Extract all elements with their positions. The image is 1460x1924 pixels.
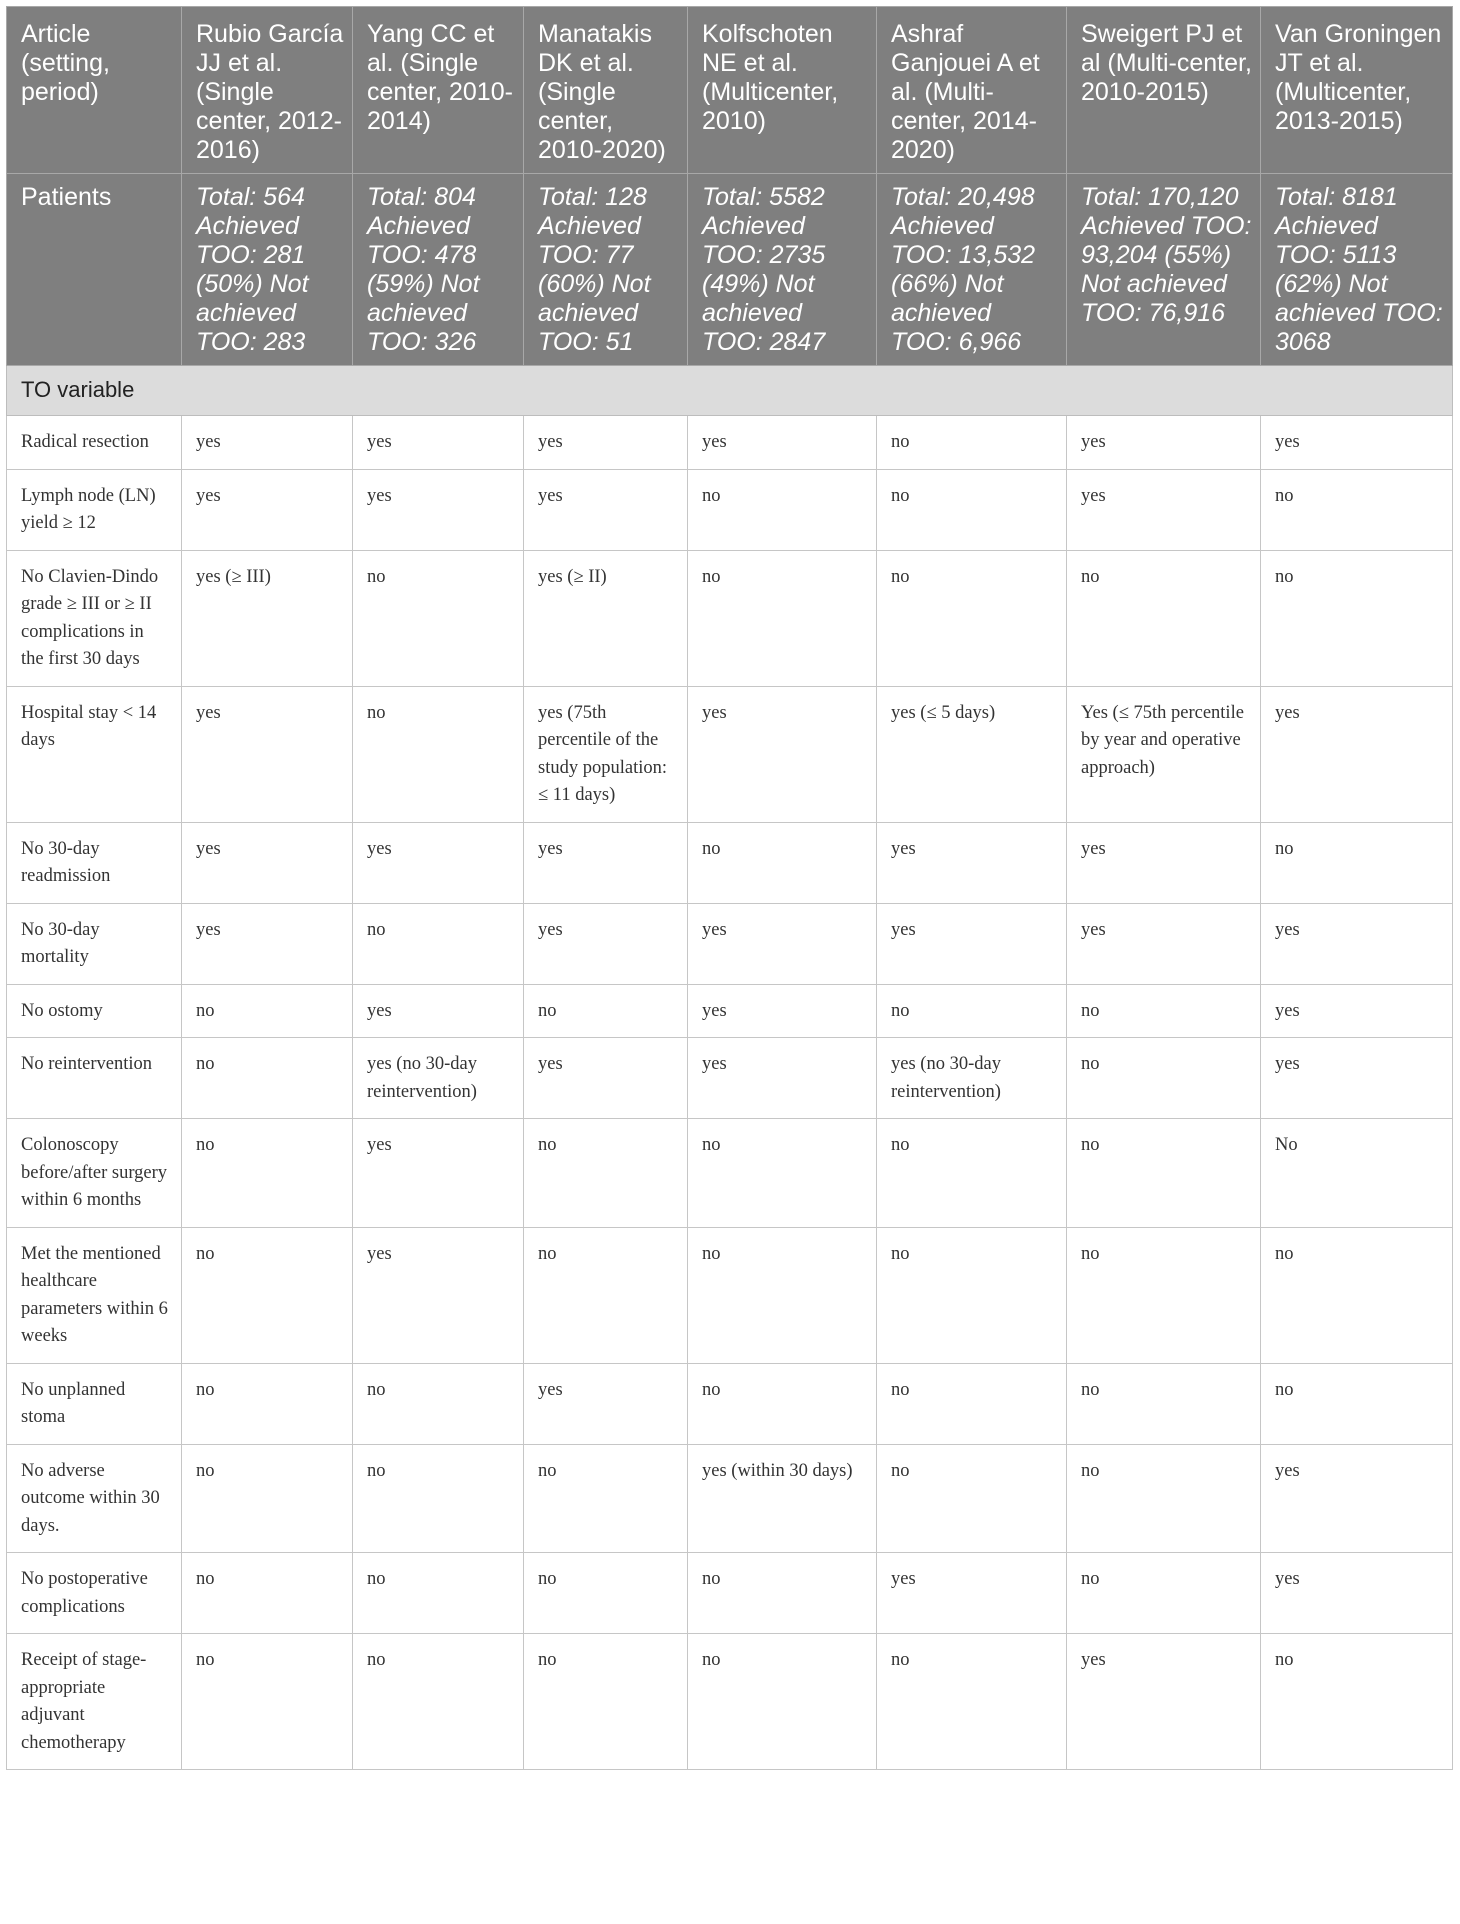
table-cell: yes <box>1261 686 1453 822</box>
table-cell: yes <box>1067 416 1261 470</box>
table-cell: yes <box>524 469 688 550</box>
too-comparison-table <box>6 6 1453 1770</box>
table-cell: no <box>353 686 524 822</box>
table-cell: yes <box>353 416 524 470</box>
table-cell: yes <box>524 822 688 903</box>
table-row <box>7 903 1453 984</box>
table-cell: no <box>182 1038 353 1119</box>
row-label: No 30-day mortality <box>7 903 182 984</box>
table-cell: no <box>353 1444 524 1553</box>
row-label: No reintervention <box>7 1038 182 1119</box>
table-cell: yes (≥ III) <box>182 550 353 686</box>
table-cell: no <box>1261 822 1453 903</box>
table-cell: yes <box>524 416 688 470</box>
column-header-study: Van Groningen JT et al. (Multicenter, 2013-2015) <box>1261 7 1453 174</box>
table-cell: no <box>1067 1038 1261 1119</box>
patients-cell: Total: 564 Achieved TOO: 281 (50%) Not achieved TOO: 283 <box>182 174 353 366</box>
table-cell: no <box>524 984 688 1038</box>
table-cell: yes <box>688 903 877 984</box>
column-header-study: Rubio García JJ et al. (Single center, 2012-2016) <box>182 7 353 174</box>
row-label: No Clavien-Dindo grade ≥ III or ≥ II complications in the first 30 days <box>7 550 182 686</box>
table-cell: yes <box>524 1363 688 1444</box>
patients-row <box>7 174 1453 366</box>
table-cell: no <box>182 1119 353 1228</box>
table-cell: no <box>877 1634 1067 1770</box>
table-cell: yes <box>1067 903 1261 984</box>
table-cell: no <box>1261 1634 1453 1770</box>
table-row <box>7 822 1453 903</box>
table-row <box>7 1444 1453 1553</box>
table-row <box>7 984 1453 1038</box>
patients-cell: Total: 8181 Achieved TOO: 5113 (62%) Not achieved TOO: 3068 <box>1261 174 1453 366</box>
table-cell: no <box>1067 1444 1261 1553</box>
table-cell: no <box>353 1363 524 1444</box>
table-row <box>7 1634 1453 1770</box>
section-header-row <box>7 366 1453 416</box>
table-row <box>7 1363 1453 1444</box>
table-cell: no <box>1067 1227 1261 1363</box>
table-row <box>7 469 1453 550</box>
table-cell: no <box>877 1227 1067 1363</box>
column-header-study: Yang CC et al. (Single center, 2010-2014) <box>353 7 524 174</box>
table-cell: no <box>1067 1553 1261 1634</box>
table-cell: no <box>688 1363 877 1444</box>
table-row <box>7 1227 1453 1363</box>
table-cell: yes <box>182 686 353 822</box>
table-cell: no <box>1067 984 1261 1038</box>
table-cell: yes <box>1261 1038 1453 1119</box>
table-cell: yes <box>688 686 877 822</box>
table-cell: yes (75th percentile of the study population: ≤ 11 days) <box>524 686 688 822</box>
table-cell: no <box>688 1553 877 1634</box>
table-cell: no <box>1067 1119 1261 1228</box>
patients-cell: Total: 20,498 Achieved TOO: 13,532 (66%) Not achieved TOO: 6,966 <box>877 174 1067 366</box>
table-cell: yes <box>353 469 524 550</box>
table-cell: no <box>182 1363 353 1444</box>
column-header-study: Kolfschoten NE et al. (Multicenter, 2010) <box>688 7 877 174</box>
table-cell: yes <box>353 984 524 1038</box>
table-row <box>7 1119 1453 1228</box>
column-header-row <box>7 7 1453 174</box>
table-cell: no <box>524 1634 688 1770</box>
table-cell: yes <box>1261 416 1453 470</box>
patients-cell: Total: 170,120 Achieved TOO: 93,204 (55%) Not achieved TOO: 76,916 <box>1067 174 1261 366</box>
table-cell: no <box>524 1444 688 1553</box>
table-cell: yes (within 30 days) <box>688 1444 877 1553</box>
table-cell: yes <box>353 822 524 903</box>
table-row <box>7 686 1453 822</box>
row-label: Radical resection <box>7 416 182 470</box>
table-cell: yes <box>182 469 353 550</box>
table-cell: no <box>877 984 1067 1038</box>
table-cell: yes <box>1261 1553 1453 1634</box>
row-label: Colonoscopy before/after surgery within 6 months <box>7 1119 182 1228</box>
patients-cell: Total: 5582 Achieved TOO: 2735 (49%) Not achieved TOO: 2847 <box>688 174 877 366</box>
table-cell: no <box>688 822 877 903</box>
table-cell: yes <box>1261 1444 1453 1553</box>
table-row <box>7 1038 1453 1119</box>
table-cell: no <box>1261 469 1453 550</box>
column-header-article: Article (setting, period) <box>7 7 182 174</box>
section-label: TO variable <box>7 366 1453 416</box>
table-cell: no <box>1261 1363 1453 1444</box>
table-cell: no <box>877 1119 1067 1228</box>
row-label: No ostomy <box>7 984 182 1038</box>
table-cell: no <box>182 1444 353 1553</box>
table-cell: no <box>1261 1227 1453 1363</box>
row-label: Receipt of stage-appropriate adjuvant chemotherapy <box>7 1634 182 1770</box>
row-label: No 30-day readmission <box>7 822 182 903</box>
table-cell: yes <box>524 903 688 984</box>
table-cell: no <box>688 469 877 550</box>
table-cell: yes <box>688 984 877 1038</box>
table-cell: yes <box>182 416 353 470</box>
table-cell: yes <box>353 1119 524 1228</box>
table-cell: no <box>688 1634 877 1770</box>
column-header-study: Manatakis DK et al. (Single center, 2010-2020) <box>524 7 688 174</box>
patients-label: Patients <box>7 174 182 366</box>
table-cell: no <box>1067 550 1261 686</box>
row-label: No adverse outcome within 30 days. <box>7 1444 182 1553</box>
row-label: Met the mentioned healthcare parameters within 6 weeks <box>7 1227 182 1363</box>
table-cell: yes (no 30-day reintervention) <box>877 1038 1067 1119</box>
table-cell: no <box>182 1227 353 1363</box>
table-cell: no <box>524 1553 688 1634</box>
table-cell: yes <box>1261 903 1453 984</box>
patients-cell: Total: 128 Achieved TOO: 77 (60%) Not achieved TOO: 51 <box>524 174 688 366</box>
table-row <box>7 416 1453 470</box>
table-cell: yes (≤ 5 days) <box>877 686 1067 822</box>
table-cell: no <box>524 1227 688 1363</box>
table-cell: no <box>353 1634 524 1770</box>
table-header <box>7 7 1453 174</box>
row-label: No unplanned stoma <box>7 1363 182 1444</box>
table-cell: yes <box>1261 984 1453 1038</box>
column-header-study: Ashraf Ganjouei A et al. (Multi-center, 2014-2020) <box>877 7 1067 174</box>
table-cell: yes <box>182 903 353 984</box>
table-cell: no <box>877 416 1067 470</box>
table-cell: yes <box>877 903 1067 984</box>
table-cell: no <box>688 1119 877 1228</box>
table-cell: no <box>353 1553 524 1634</box>
table-cell: no <box>877 1444 1067 1553</box>
table-row <box>7 1553 1453 1634</box>
patients-cell: Total: 804 Achieved TOO: 478 (59%) Not achieved TOO: 326 <box>353 174 524 366</box>
row-label: No postoperative complications <box>7 1553 182 1634</box>
table-cell: no <box>688 1227 877 1363</box>
row-label: Hospital stay < 14 days <box>7 686 182 822</box>
row-label: Lymph node (LN) yield ≥ 12 <box>7 469 182 550</box>
table-cell: no <box>877 469 1067 550</box>
table-cell: yes (≥ II) <box>524 550 688 686</box>
table-cell: yes <box>1067 822 1261 903</box>
table-cell: yes <box>877 822 1067 903</box>
comparison-table-container <box>6 6 1452 1770</box>
table-cell: No <box>1261 1119 1453 1228</box>
table-cell: no <box>353 550 524 686</box>
table-cell: no <box>1261 550 1453 686</box>
table-cell: Yes (≤ 75th percentile by year and operative approach) <box>1067 686 1261 822</box>
table-cell: no <box>182 1553 353 1634</box>
table-cell: no <box>1067 1363 1261 1444</box>
table-cell: no <box>182 1634 353 1770</box>
table-cell: yes <box>353 1227 524 1363</box>
table-cell: yes <box>182 822 353 903</box>
table-cell: yes <box>524 1038 688 1119</box>
table-cell: yes (no 30-day reintervention) <box>353 1038 524 1119</box>
table-cell: no <box>688 550 877 686</box>
table-cell: yes <box>877 1553 1067 1634</box>
table-cell: no <box>353 903 524 984</box>
table-row <box>7 550 1453 686</box>
table-cell: yes <box>688 1038 877 1119</box>
table-cell: yes <box>688 416 877 470</box>
table-cell: no <box>877 550 1067 686</box>
table-cell: no <box>182 984 353 1038</box>
column-header-study: Sweigert PJ et al (Multi-center, 2010-2015) <box>1067 7 1261 174</box>
table-cell: no <box>524 1119 688 1228</box>
table-cell: yes <box>1067 1634 1261 1770</box>
table-cell: no <box>877 1363 1067 1444</box>
table-cell: yes <box>1067 469 1261 550</box>
table-body <box>7 174 1453 1770</box>
